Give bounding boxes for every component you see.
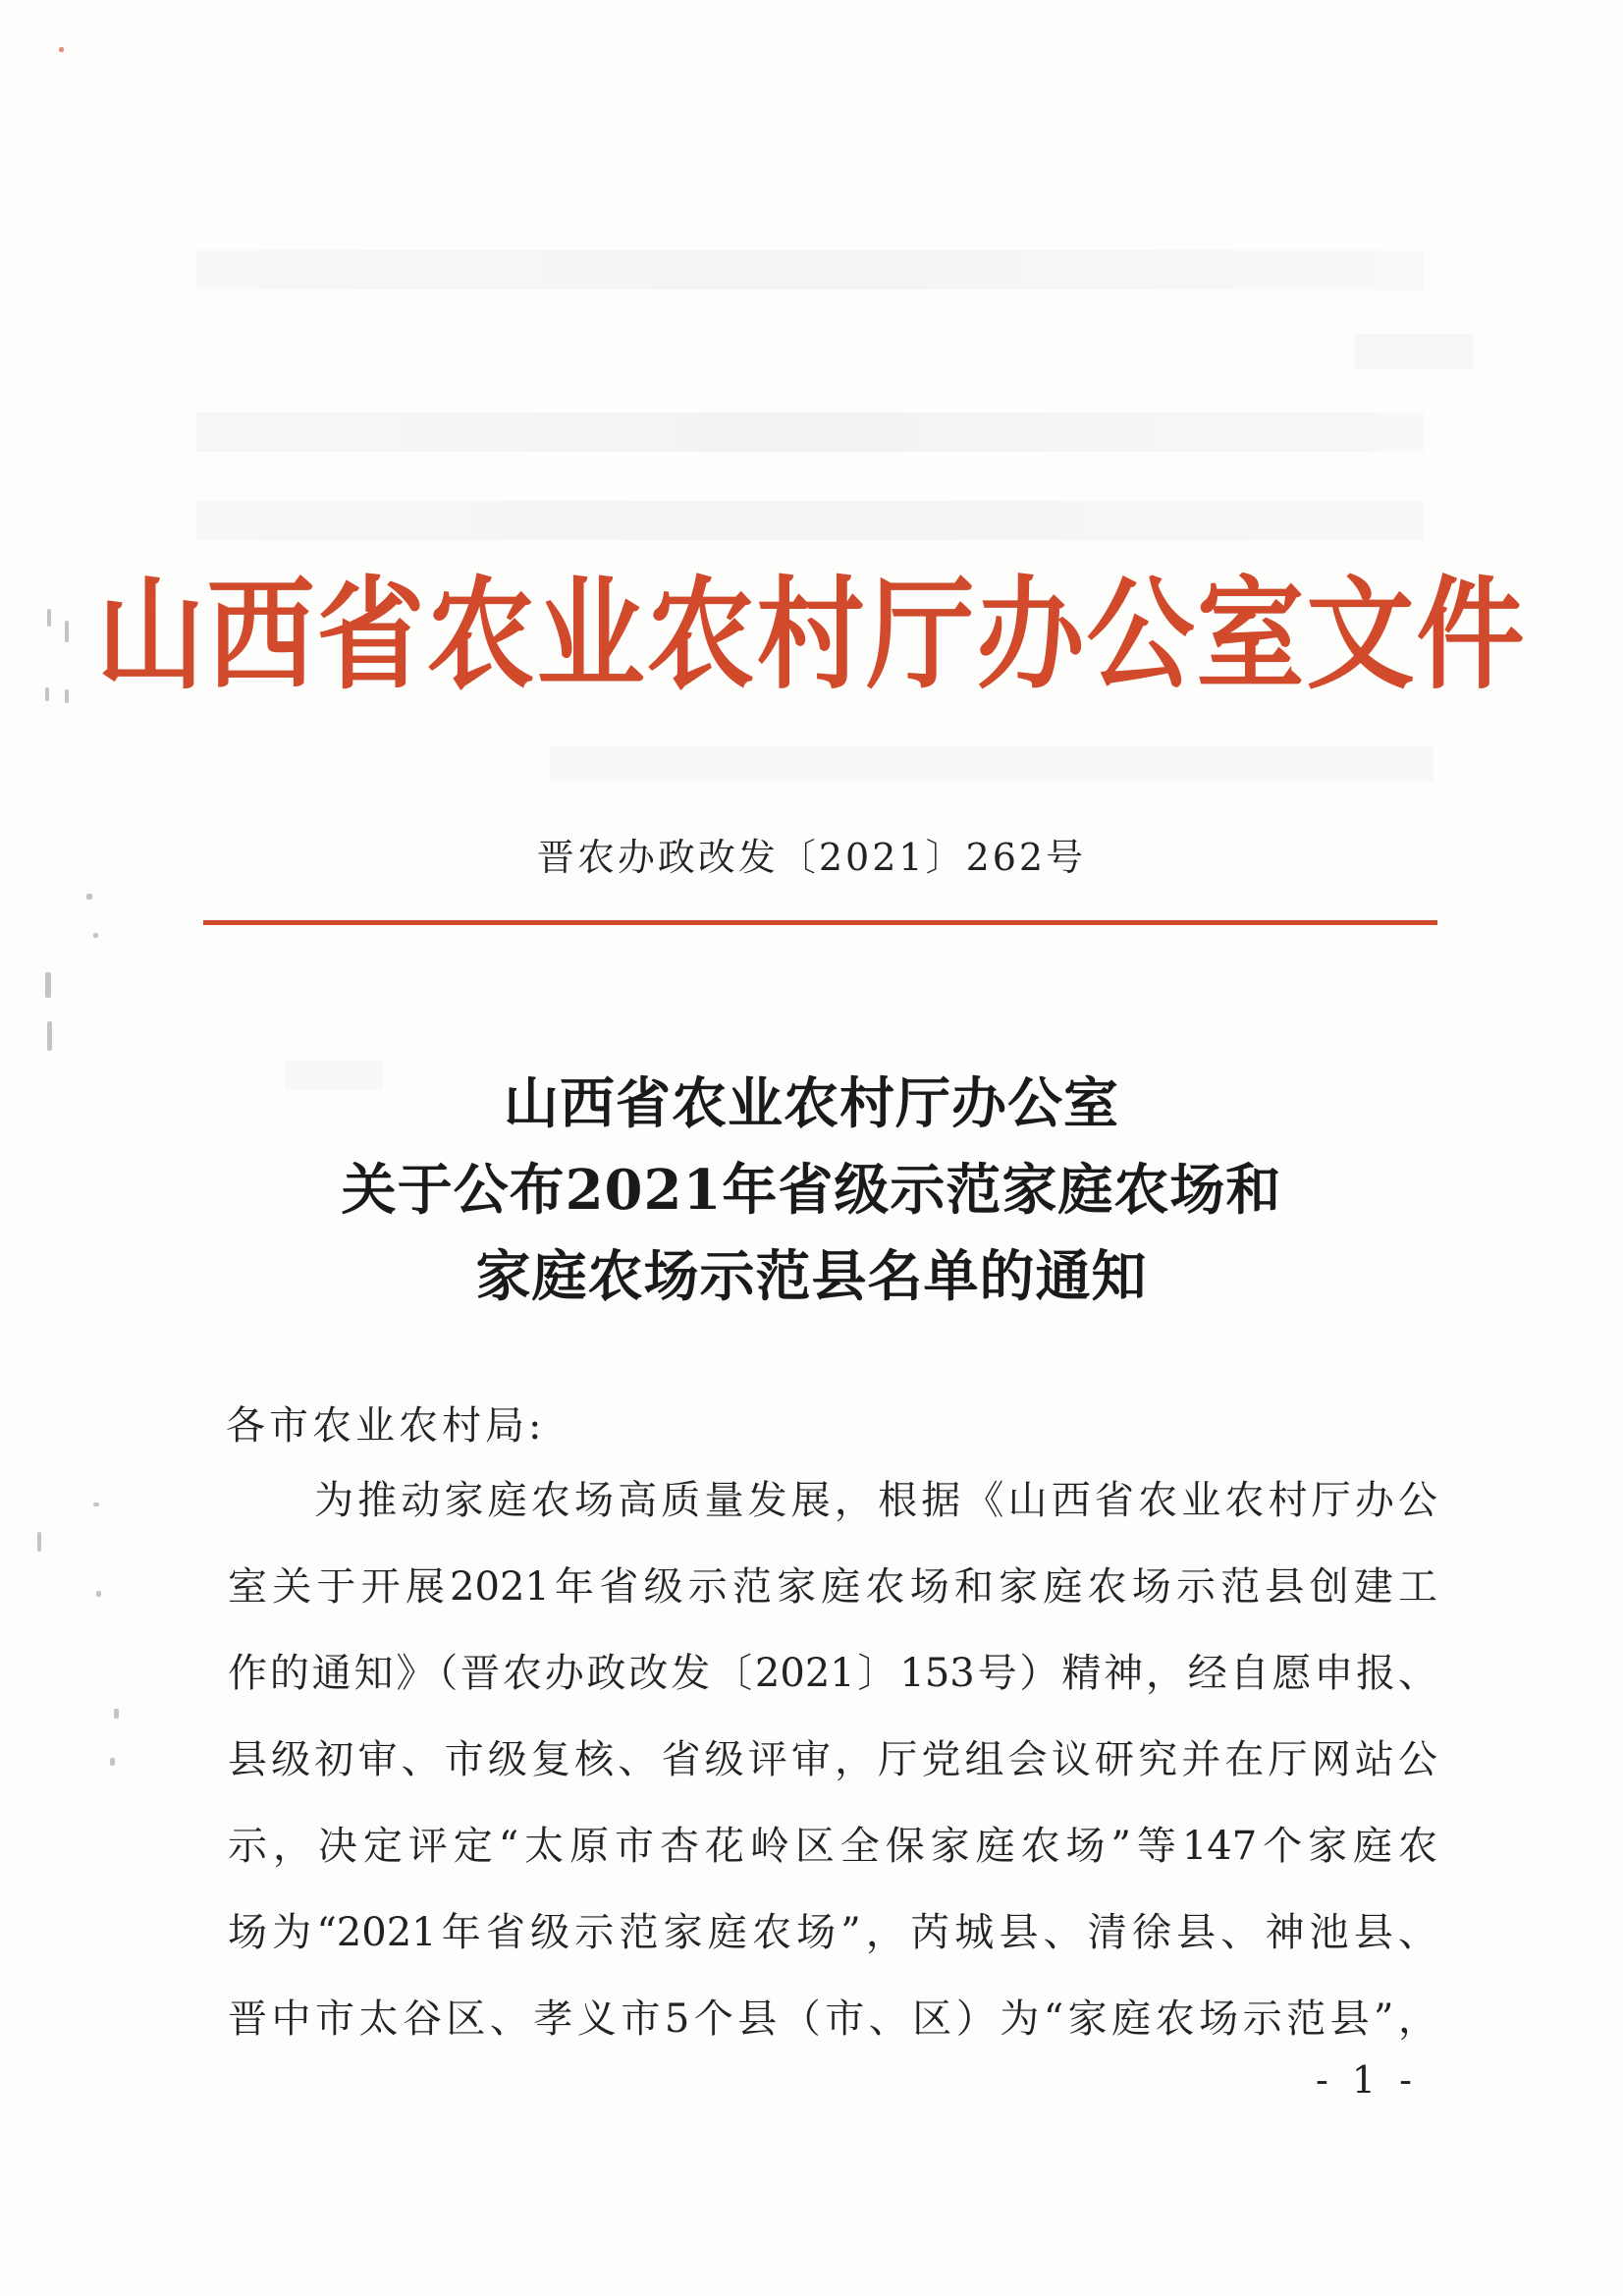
bleed-through-shadow [196,412,1424,452]
notice-title-line-3: 家庭农场示范县名单的通知 [475,1244,1148,1309]
scan-edge-mark [59,47,64,52]
scan-edge-mark [47,1021,52,1051]
scan-edge-mark [93,1503,99,1506]
body-line-5: 示，决定评定“太原市杏花岭区全保家庭农场”等147个家庭农 [228,1824,1437,1869]
scan-edge-mark [114,1709,119,1719]
scan-edge-mark [93,933,98,938]
body-line-2: 室关于开展2021年省级示范家庭农场和家庭农场示范县创建工 [228,1564,1437,1610]
scan-edge-mark [45,972,51,998]
page-number: - 1 - [1316,2058,1419,2102]
bleed-through-shadow [196,250,1424,290]
body-line-4: 县级初审、市级复核、省级评审，厅党组会议研究并在厅网站公 [228,1737,1437,1782]
body-line-7: 晋中市太谷区、孝义市5个县（市、区）为“家庭农场示范县”， [228,1996,1437,2042]
body-line-3: 作的通知》（晋农办政改发〔2021〕153号）精神，经自愿申报、 [228,1651,1437,1696]
header-red-rule [203,920,1437,925]
notice-title-line-2: 关于公布2021年省级示范家庭农场和 [341,1158,1282,1223]
bleed-through-shadow [1355,334,1473,369]
notice-title-line-1: 山西省农业农村厅办公室 [504,1071,1119,1136]
scan-edge-mark [86,894,92,900]
scan-edge-mark [110,1758,115,1766]
salutation: 各市农业农村局: [226,1403,546,1449]
document-header-title: 山西省农业农村厅办公室文件 [96,563,1527,706]
bleed-through-shadow [550,746,1434,782]
scan-edge-mark [37,1532,41,1552]
document-number: 晋农办政改发〔2021〕262号 [536,836,1087,879]
body-line-1: 为推动家庭农场高质量发展，根据《山西省农业农村厅办公 [314,1478,1437,1523]
scan-edge-mark [96,1591,101,1597]
body-line-6: 场为“2021年省级示范家庭农场”，芮城县、清徐县、神池县、 [228,1910,1437,1955]
bleed-through-shadow [196,501,1424,540]
